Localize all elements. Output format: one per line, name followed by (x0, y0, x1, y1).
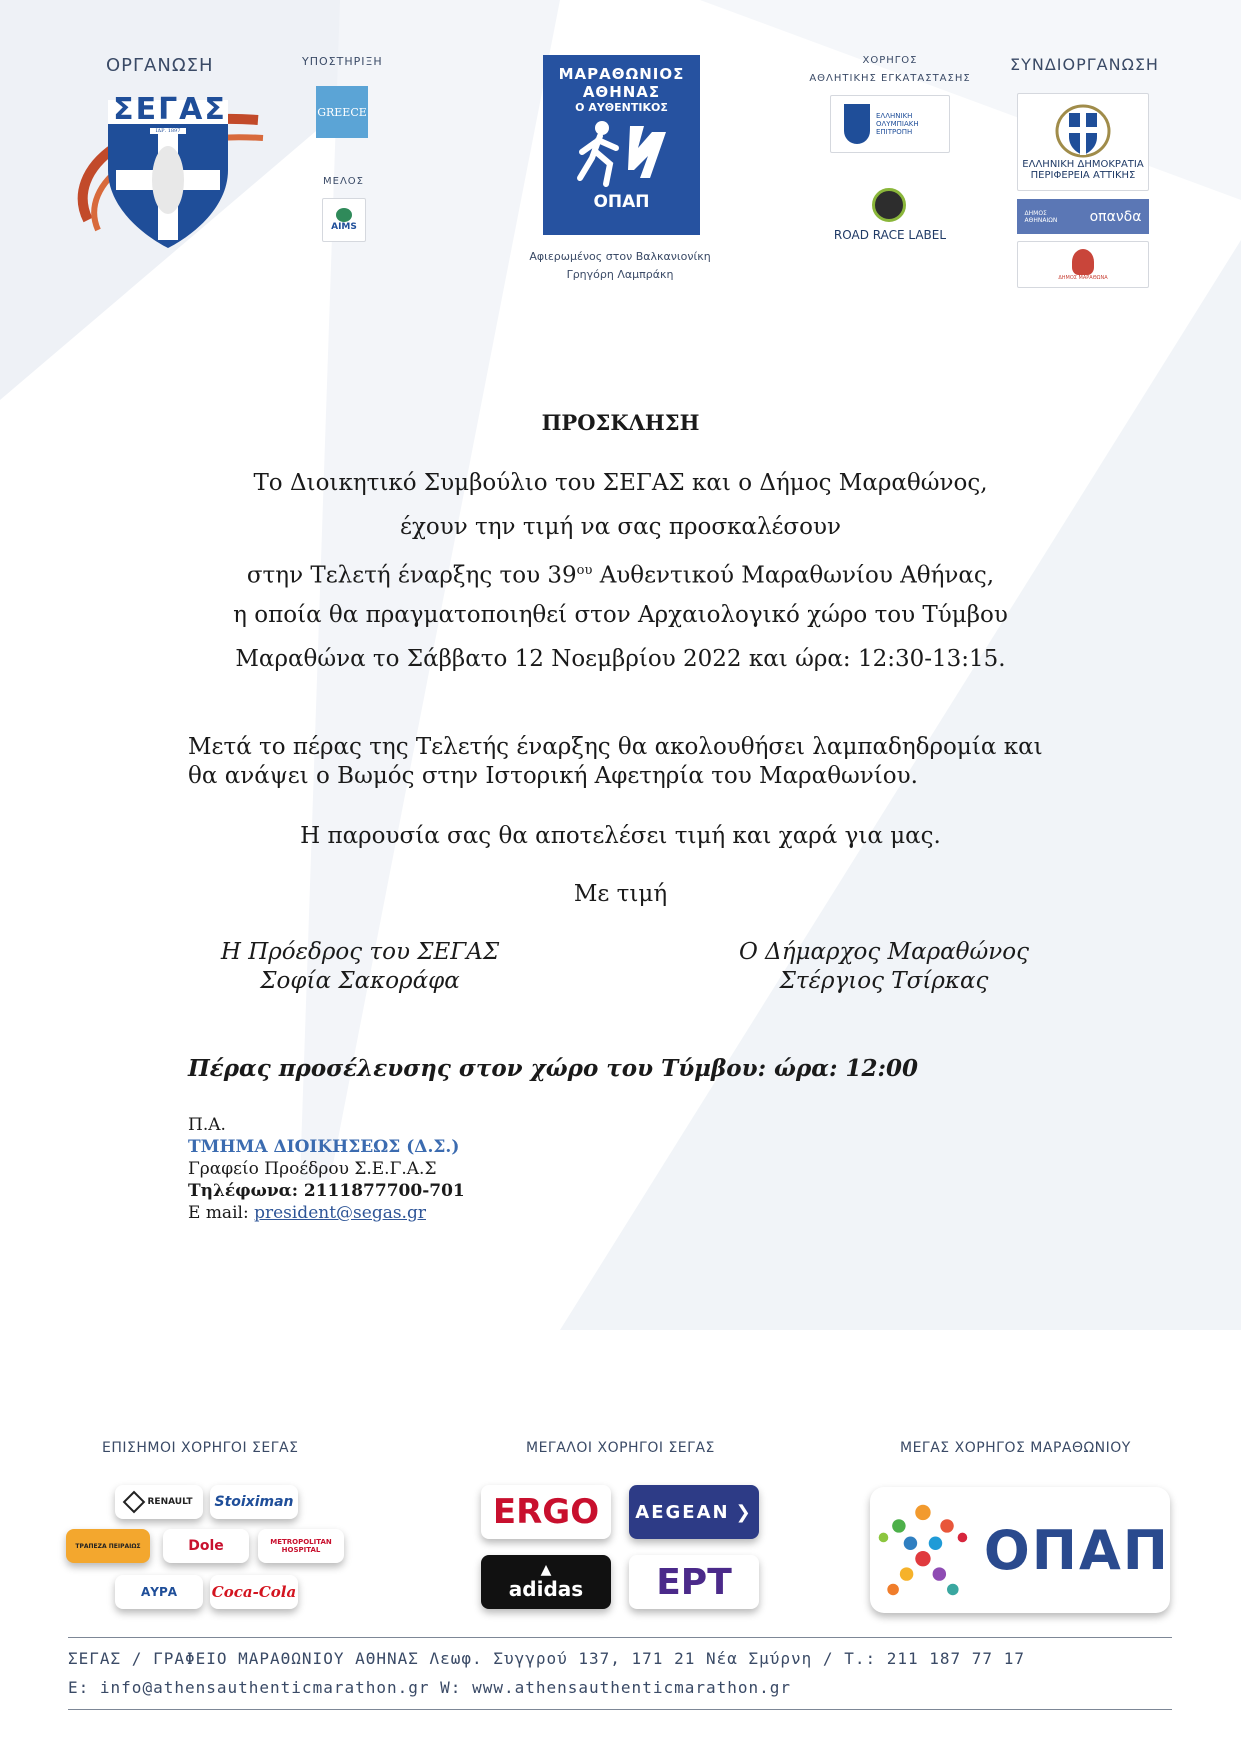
greece-logo (316, 86, 368, 138)
support-label: ΥΠΟΣΤΗΡΙΞΗ (302, 55, 383, 68)
contact-phones: Τηλέφωνα: 2111877700-701 (188, 1181, 465, 1201)
footer-rule-bottom (68, 1709, 1172, 1710)
invitation-line-2: έχουν την τιμή να σας προσκαλέσουν (400, 514, 841, 540)
ceremony-line-2: θα ανάψει ο Βωμός στην Ιστορική Αφετηρία του Μαραθωνίου. (188, 763, 918, 789)
metropolitan-text: METROPOLITAN HOSPITAL (270, 1538, 332, 1554)
cocacola-logo (210, 1575, 298, 1609)
facility-sponsor-label-1: ΧΟΡΗΓΟΣ (862, 55, 918, 66)
major-sponsors-label: ΜΕΓΑΛΟΙ ΧΟΡΗΓΟΙ ΣΕΓΑΣ (526, 1440, 715, 1456)
invitation-line-3-a: στην Τελετή έναρξης του 39 (246, 562, 577, 589)
ceremony-paragraph (188, 733, 1088, 791)
invitation-title: ΠΡΟΣΚΛΗΣΗ (541, 410, 700, 435)
opanda-text: οπανδα (1089, 208, 1142, 225)
opap-logo (870, 1487, 1170, 1613)
contact-email-link[interactable]: president@segas.gr (254, 1203, 426, 1223)
greece-text: GREECE (317, 105, 367, 119)
olympic-text: ΕΛΛΗΝΙΚΗ ΟΛΥΜΠΙΑΚΗ ΕΠΙΤΡΟΠΗ (876, 112, 919, 136)
dole-text: Dole (188, 1538, 224, 1554)
metropolitan-logo (258, 1529, 344, 1563)
renault-logo (115, 1485, 203, 1519)
segas-year: ΙΔΡ. 1897 (150, 128, 186, 134)
avra-logo (115, 1575, 203, 1609)
sig-right-title: Ο Δήμαρχος Μαραθώνος (739, 939, 1029, 965)
organization-label: ΟΡΓΑΝΩΣΗ (106, 55, 214, 76)
dedication-line-1: Αφιερωμένος στον Βαλκανιονίκη (529, 250, 711, 263)
marathon-title-1: ΜΑΡΑΘΩΝΙΟΣ (558, 65, 685, 83)
footer-contact (68, 1678, 791, 1697)
athens-opanda-logo (1017, 199, 1149, 234)
segas-text: ΣΕΓΑΣ (113, 92, 227, 127)
signature-left (180, 938, 540, 996)
arrival-deadline: Πέρας προσέλευσης στον χώρο του Τύμβου: ώρα: 12:00 (188, 1055, 918, 1082)
invitation-line-5: Μαραθώνα το Σάββατο 12 Νοεμβρίου 2022 και ώρα: 12:30-13:15. (235, 646, 1006, 672)
region-text-1: ΕΛΛΗΝΙΚΗ ΔΗΜΟΚΡΑΤΙΑ (1022, 159, 1144, 170)
opap-text: ΟΠΑΠ (983, 1518, 1170, 1582)
aegean-logo (629, 1485, 759, 1539)
footer-address: ΣΕΓΑΣ / ΓΡΑΦΕΙΟ ΜΑΡΑΘΩΝΙΟΥ ΑΘΗΝΑΣ Λεωφ. Συγγρού 137, 171 21 Νέα Σμύρνη / Τ.: 211 187 77 17 (68, 1649, 1025, 1668)
contact-pa: Π.Α. (188, 1115, 226, 1135)
signature-right (704, 938, 1064, 996)
sig-left-title: Η Πρόεδρος του ΣΕΓΑΣ (220, 939, 500, 965)
region-text-2: ΠΕΡΙΦΕΡΕΙΑ ΑΤΤΙΚΗΣ (1030, 170, 1136, 181)
sig-right-name: Στέργιος Τσίρκας (779, 968, 989, 994)
aims-logo (322, 198, 366, 242)
footer-e-label: E: (68, 1678, 100, 1697)
cocacola-text: Coca-Cola (211, 1583, 297, 1601)
adidas-stripes-icon: ▲ (540, 1562, 552, 1578)
invitation-line-3 (0, 556, 1241, 591)
presence-line: Η παρουσία σας θα αποτελέσει τιμή και χαρά για μας. (300, 823, 941, 849)
ergo-logo (481, 1485, 611, 1539)
runner-icon (562, 118, 682, 188)
ergo-text: ERGO (492, 1492, 600, 1532)
ert-logo (629, 1555, 759, 1609)
attica-region-logo (1017, 93, 1149, 191)
contact-email-label: E mail: (188, 1203, 255, 1223)
invitation-line-1: Το Διοικητικό Συμβούλιο του ΣΕΓΑΣ και ο Δήμος Μαραθώνος, (253, 470, 988, 496)
segas-logo (68, 90, 268, 250)
adidas-text: adidas (508, 1577, 584, 1601)
aegean-chevron-icon: ❯ (735, 1501, 753, 1523)
athens-municipality-text: ΔΗΜΟΣ ΑΘΗΝΑΙΩΝ (1024, 209, 1058, 224)
piraeus-logo (66, 1529, 150, 1563)
footer-email[interactable]: info@athensauthenticmarathon.gr (99, 1678, 430, 1697)
greek-emblem-icon (1053, 103, 1113, 159)
facility-sponsor-label-2: ΑΘΛΗΤΙΚΗΣ ΕΓΚΑΤΑΣΤΑΣΗΣ (809, 73, 971, 84)
contact-email-row (188, 1202, 465, 1224)
contact-block (188, 1114, 465, 1224)
ceremony-line-1: Μετά το πέρας της Τελετής έναρξης θα ακολουθήσει λαμπαδηδρομία και (188, 734, 1043, 760)
olympic-shield-icon (844, 104, 870, 144)
grand-sponsor-label: ΜΕΓΑΣ ΧΟΡΗΓΟΣ ΜΑΡΑΘΩΝΙΟΥ (900, 1440, 1131, 1456)
sig-left-name: Σοφία Σακοράφα (260, 968, 460, 994)
road-race-label: ROAD RACE LABEL (833, 228, 947, 242)
road-race-medal-icon (872, 188, 906, 222)
co-organization-label: ΣΥΝΔΙΟΡΓΑΝΩΣΗ (1010, 55, 1159, 74)
footer-w-label: W: (429, 1678, 473, 1697)
ordinal-suffix: ου (576, 563, 593, 578)
stoiximan-text: Stoiximan (214, 1494, 294, 1510)
closing-line: Με τιμή (573, 881, 668, 907)
aegean-text: AEGEAN (635, 1501, 730, 1523)
footer-website[interactable]: www.athensauthenticmarathon.gr (472, 1678, 792, 1697)
official-sponsors-label: ΕΠΙΣΗΜΟΙ ΧΟΡΗΓΟΙ ΣΕΓΑΣ (102, 1440, 299, 1456)
invitation-line-4: η οποία θα πραγματοποιηθεί στον Αρχαιολογικό χώρο του Τύμβου (233, 602, 1008, 628)
olympic-committee-logo (830, 95, 950, 153)
opap-star-icon (870, 1495, 976, 1605)
footer-rule-top (68, 1637, 1172, 1638)
warrior-head-icon (1072, 249, 1094, 275)
renault-diamond-icon (122, 1491, 145, 1514)
aims-text: AIMS (331, 222, 357, 232)
piraeus-text: ΤΡΑΠΕΖΑ ΠΕΙΡΑΙΩΣ (75, 1542, 141, 1550)
marathon-logo (543, 55, 700, 235)
contact-office: Γραφείο Προέδρου Σ.Ε.Γ.Α.Σ (188, 1159, 437, 1179)
stoiximan-logo (210, 1485, 298, 1519)
invitation-line-3-b: Αυθεντικού Μαραθωνίου Αθήνας, (592, 562, 995, 589)
marathon-municipality-text: ΔΗΜΟΣ ΜΑΡΑΘΩΝΑ (1058, 274, 1108, 281)
aims-globe-icon (336, 208, 352, 222)
marathon-title-3: Ο ΑΥΘΕΝΤΙΚΟΣ (575, 101, 668, 114)
adidas-logo (481, 1555, 611, 1609)
member-label: ΜΕΛΟΣ (323, 176, 364, 187)
ert-text: ΕΡΤ (656, 1561, 732, 1603)
dole-logo (163, 1529, 249, 1563)
dedication-line-2: Γρηγόρη Λαμπράκη (566, 268, 674, 281)
marathon-municipality-logo (1017, 241, 1149, 288)
renault-text: RENAULT (147, 1497, 193, 1507)
avra-text: ΑΥΡΑ (140, 1585, 178, 1599)
opap-small-text: ΟΠΑΠ (593, 192, 650, 212)
marathon-title-2: ΑΘΗΝΑΣ (582, 83, 661, 101)
contact-department: ΤΜΗΜΑ ΔΙΟΙΚΗΣΕΩΣ (Δ.Σ.) (188, 1137, 460, 1157)
